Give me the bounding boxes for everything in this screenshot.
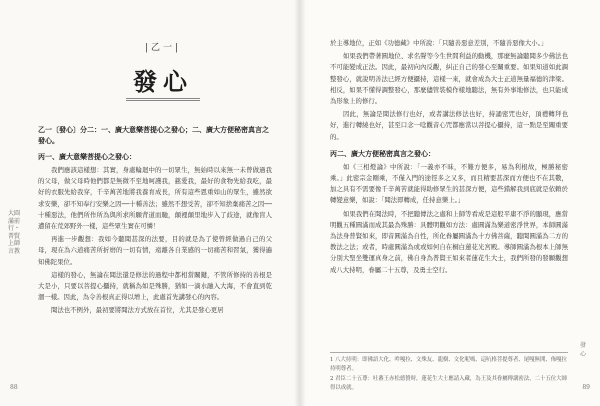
- footnotes: [330, 352, 568, 394]
- body-paragraph: 如果我們帶著圓地位、求名聲等今生世間利益的動機，那麼無論聽聞多少佛法也不可能變成正法。因此，最初向內反觀，糾正自己的發心至關重要。如果知道如此調整發心，就說明善法已經方便攝持，這樣一來，就會成為大士正道無量福德的津梁。相反，如果不懂得調整發心，那麼儘管裝模作樣地聽法，無有外事地修法，也只能成為形象上的修行。: [330, 52, 568, 106]
- body-paragraph: 如《三相燈論》中所說：「一義亦不昧，不難方便多，易為利根故，極勝秘密乘。」此密宗金剛乘，不僅入門的途徑多之又多，而且精要甚深而方便也不在其數，加之具有不需要像千辛萬苦就能得助修眾生的甚深方便，這些錯解我到底就是依賴於轉變意樂，如說：「聞法即轉成，任持意樂上。」: [330, 162, 568, 205]
- chapter-mark: |乙一|: [144, 43, 182, 53]
- running-head: 大圓滿前行・普賢上師言教: [8, 210, 21, 255]
- footnote: 2 君臣二十五尊：吐蕃王赤松德贊時，蓮花生大士應請入藏，為王及其眷屬傳講密法，二十五位大師得以成就。: [330, 376, 567, 391]
- body-paragraph: 這樣的發心，無論在聞法還是修法的過程中都相當關鍵，不管所修持的善根是大是小，只要以菩提心攝持，就稱為如是殊勝，猶如一滴水融入大海，不會直到乾涸一樣。因此，為令善根真正得以增上，此處首先講發心的內容。: [38, 270, 272, 302]
- body-paragraph: 聞法也不例外，最初要將聞法方式放在首位，尤其是發心更居: [51, 306, 224, 315]
- left-text-column: [38, 124, 272, 319]
- section-heading: 乙一〔發心〕分二：一、廣大意樂菩提心之發心；二、廣大方便秘密真言之發心。: [38, 125, 269, 145]
- body-paragraph: 如果我們在聞法時，不把聽傳法之處和上師等看成是這般平庸不淨的顯現，應當明觀五種圓滿而成其最為殊勝：具體明觀如方法：處圓滿為樂道密淨世界，本師圓滿為法身普賢如來，即音圓滿為自性，所化眷屬圓滿為十方佛菩薩，聽聞圓滿為二方的教法之法；或者，時處圓滿為或或如何自在桐白蓮花光宮殿。導師圓滿為根本上師無分別大聖坐雙運真身之前，佛自身為普賢王如來者蓮花生大士，我們所發的發願觀想成八大持明，眷屬二十五尊，及勇士空行。: [330, 209, 568, 274]
- body-paragraph: 因此，無論是聞法修行也好，或者講法修法也好，持誦密咒也好，頂禮轉拜也好，進行轉繞也好，甚至口念一唸觀音心咒都應當以菩提心攝持，這一點是至關重要的。: [330, 110, 568, 141]
- sub-heading: 丙一、廣大意樂菩提心之發心：: [38, 152, 136, 161]
- body-paragraph: 我們應該這樣想：其實，身處輪迴中的一切眾生，無始時以來無一未曾做過我的父母，做父母時他們都是無微不至地呵護我，慈愛我，最好的食物先給我吃，最好的衣服先給我穿，千辛萬苦地將我養育成長，所有這些恩重如山的眾生，雖然欲求安樂，卻不知奉行安樂之因──十種善法；雖然不想受苦，卻不知捨棄痛苦之因──十種惡法，他們所作所為與所求所願背道而馳，顛裡顛里地步入了歧途，就像盲人遭留在荒郊野外一樣，這些眾生實在可憐！: [38, 166, 272, 231]
- chapter-title: 發心: [133, 67, 193, 96]
- right-text-column: [330, 38, 568, 278]
- right-page-number: 89: [582, 384, 590, 391]
- title-rule: [126, 98, 200, 101]
- book-gutter: [294, 0, 306, 406]
- body-paragraph: 再進一步觀想：我如今聽聞甚深的法要，目的就是為了使曾經做過自己的父母，現在為六道痛苦所折磨的一切有情，遠離各自業感的一切痛苦和習氣，獲得遍知佛陀果位。: [38, 235, 272, 266]
- left-page-number: 88: [10, 384, 18, 391]
- body-paragraph: 於主導地位，正如《功德藏》中所說：「只隨善惡意差別，不隨善惡像大小。」: [330, 39, 548, 47]
- right-edge-mark: 發心: [579, 342, 586, 358]
- sub-heading: 丙二、廣大方便秘密真言之發心：: [330, 148, 435, 158]
- footnote: 1 八大持明：即佛語大化、吽嘎拉、文殊友、龍樹、文化呢嗎、這吭格菩提尊者、尾嘎無開、佈嘎拉持明尊者。: [330, 357, 567, 372]
